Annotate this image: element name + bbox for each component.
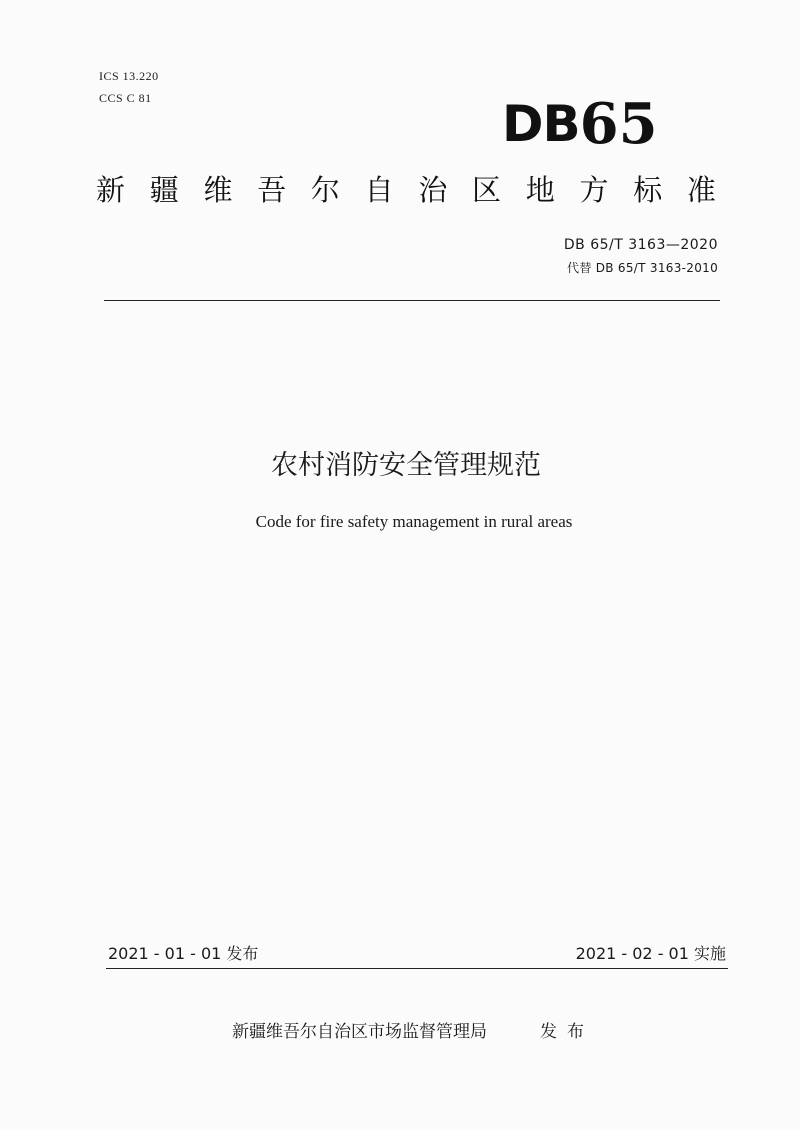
replaces-note: 代替 DB 65/T 3163-2010 [567, 261, 718, 275]
standard-type-char: 尔 [310, 173, 340, 207]
db65-logo [502, 91, 658, 157]
standard-number: DB 65/T 3163—2020 [563, 237, 718, 253]
publisher-name: 新疆维吾尔自治区市场监督管理局 [232, 1022, 487, 1042]
implementation-date: 2021 - 02 - 01 实施 [575, 944, 726, 963]
logo-letters: DB [502, 95, 580, 153]
header-divider [104, 300, 720, 301]
standard-type-char: 标 [633, 173, 663, 207]
standard-type-char: 维 [203, 173, 233, 207]
standard-type-char: 方 [579, 173, 609, 207]
standard-type-char: 区 [472, 173, 502, 207]
standard-type-heading [96, 173, 716, 207]
title-chinese: 农村消防安全管理规范 [271, 450, 541, 481]
standard-type-char: 准 [686, 173, 716, 207]
standard-type-char: 吾 [257, 173, 287, 207]
standard-type-char: 自 [364, 173, 394, 207]
ics-code: ICS 13.220 [99, 69, 159, 83]
issue-date: 2021 - 01 - 01 发布 [108, 944, 259, 963]
standard-type-char: 治 [418, 173, 448, 207]
standard-type-char: 新 [96, 173, 126, 207]
publish-label: 发布 [540, 1022, 594, 1042]
standard-type-char: 疆 [149, 173, 179, 207]
logo-number: 65 [579, 91, 658, 157]
ccs-code: CCS C 81 [99, 91, 152, 105]
footer-divider [106, 968, 728, 969]
title-english: Code for fire safety management in rural areas [255, 512, 573, 531]
standard-type-char: 地 [525, 173, 555, 207]
